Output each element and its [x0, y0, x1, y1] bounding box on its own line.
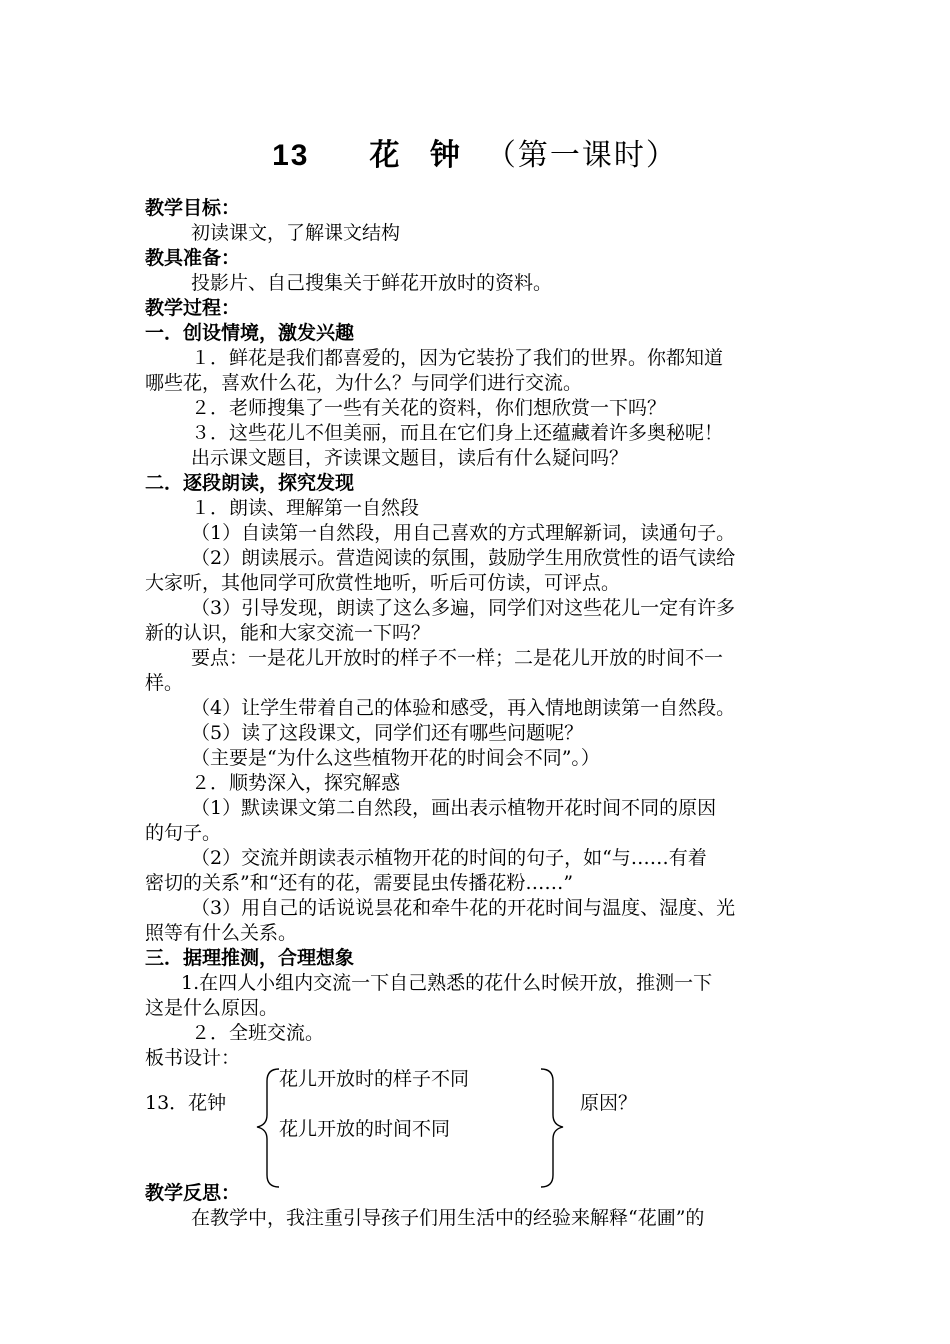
board-heading: 板书设计： — [145, 1047, 241, 1069]
paragraph-line: （4）让学生带着自己的体验和感受，再入情地朗读第一自然段。 — [191, 697, 736, 719]
paragraph-line: 大家听，其他同学可欣赏性地听，听后可仿读，可评点。 — [145, 572, 621, 594]
paragraph-line: （3）用自己的话说说昙花和牵牛花的开花时间与温度、湿度、光 — [191, 897, 736, 919]
paragraph-line: （2）朗读展示。营造阅读的氛围，鼓励学生用欣赏性的语气读给 — [191, 547, 736, 569]
paragraph-line: 初读课文，了解课文结构 — [191, 222, 401, 244]
paragraph-line: 投影片、自己搜集关于鲜花开放时的资料。 — [191, 272, 553, 294]
paragraph-line: （1）自读第一自然段，用自己喜欢的方式理解新词，读通句子。 — [191, 522, 736, 544]
board-line-2: 花儿开放的时间不同 — [279, 1118, 451, 1140]
paragraph-line: １．鲜花是我们都喜爱的，因为它装扮了我们的世界。你都知道 — [191, 347, 724, 369]
section-heading: 教学过程： — [145, 297, 241, 319]
paragraph-line: ２．老师搜集了一些有关花的资料，你们想欣赏一下吗？ — [191, 397, 667, 419]
left-brace — [257, 1069, 279, 1187]
paragraph-line: 1.在四人小组内交流一下自己熟悉的花什么时候开放，推测一下 — [181, 972, 713, 994]
lesson-period: （第一课时） — [485, 138, 678, 173]
section-heading: 二．逐段朗读，探究发现 — [145, 472, 355, 494]
page-title — [0, 130, 950, 174]
paragraph-line: （2）交流并朗读表示植物开花的时间的句子，如“与……有着 — [191, 847, 707, 869]
section-heading: 教学目标： — [145, 197, 241, 219]
document-body — [145, 196, 809, 1231]
paragraph-line: 新的认识，能和大家交流一下吗？ — [145, 622, 431, 644]
board-title: 13．花钟 — [145, 1092, 227, 1114]
blackboard-design — [145, 1068, 809, 1181]
reflection-text: 在教学中，我注重引导孩子们用生活中的经验来解释“花圃”的 — [191, 1207, 705, 1229]
paragraph-line: 哪些花，喜欢什么花，为什么？与同学们进行交流。 — [145, 372, 583, 394]
paragraph-line: ２．全班交流。 — [191, 1022, 325, 1044]
section-heading: 教具准备： — [145, 247, 241, 269]
paragraph-line: 这是什么原因。 — [145, 997, 279, 1019]
paragraph-line: （3）引导发现，朗读了这么多遍，同学们对这些花儿一定有许多 — [191, 597, 736, 619]
lesson-number: 13 — [272, 139, 310, 172]
paragraph-line: 密切的关系”和“还有的花，需要昆虫传播花粉……” — [145, 872, 574, 894]
paragraph-line: 的句子。 — [145, 822, 222, 844]
paragraph-line: ３．这些花儿不但美丽，而且在它们身上还蕴藏着许多奥秘呢！ — [191, 422, 724, 444]
paragraph-line: 照等有什么关系。 — [145, 922, 298, 944]
right-brace — [541, 1069, 563, 1187]
paragraph-line: 出示课文题目，齐读课文题目，读后有什么疑问吗？ — [191, 447, 629, 469]
reflection-heading: 教学反思： — [145, 1182, 241, 1204]
paragraph-line: 样。 — [145, 672, 184, 694]
board-conclusion: 原因？ — [580, 1092, 638, 1114]
board-line-1: 花儿开放时的样子不同 — [279, 1068, 470, 1090]
lesson-name: 花 钟 — [369, 138, 470, 173]
paragraph-line: ２．顺势深入，探究解惑 — [191, 772, 401, 794]
paragraph-line: （5）读了这段课文，同学们还有哪些问题呢？ — [191, 722, 584, 744]
paragraph-line: （主要是“为什么这些植物开花的时间会不同”。） — [191, 747, 600, 769]
section-heading: 一．创设情境，激发兴趣 — [145, 322, 355, 344]
section-heading: 三．据理推测，合理想象 — [145, 947, 355, 969]
paragraph-line: （1）默读课文第二自然段，画出表示植物开花时间不同的原因 — [191, 797, 717, 819]
paragraph-line: 要点：一是花儿开放时的样子不一样；二是花儿开放的时间不一 — [191, 647, 724, 669]
paragraph-line: １．朗读、理解第一自然段 — [191, 497, 420, 519]
